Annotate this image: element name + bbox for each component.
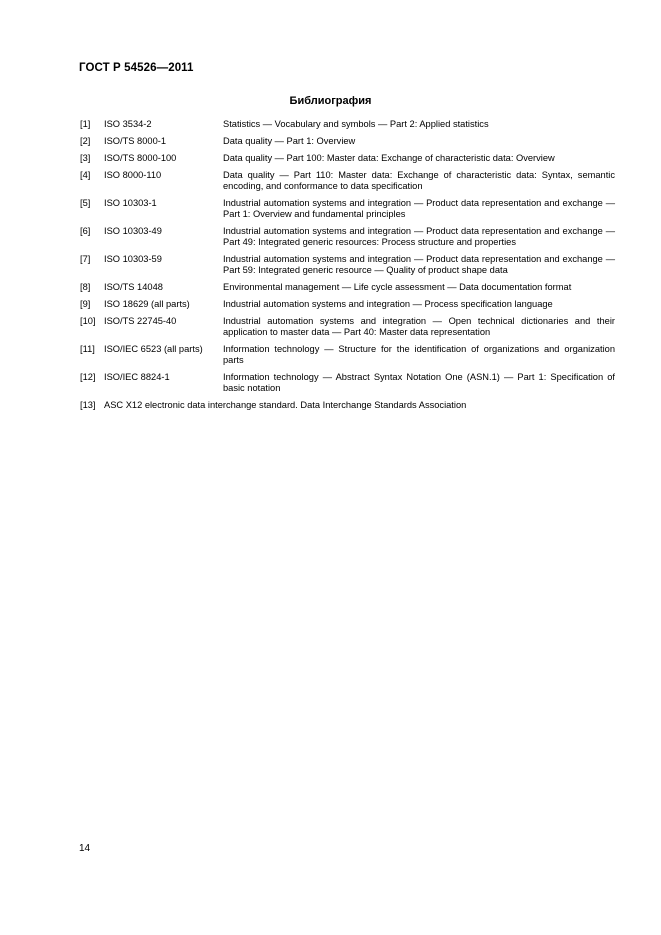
entry-title: Environmental management — Life cycle assessment — Data documentation format	[223, 282, 572, 292]
entry-number: [2]	[80, 136, 91, 146]
bibliography-entry-2	[80, 136, 615, 147]
entry-title: Information technology — Structure for the identification of organizations and organization parts	[223, 344, 615, 365]
bibliography-entry-7	[80, 254, 615, 276]
entry-title: Data quality — Part 110: Master data: Exchange of characteristic data: Syntax, semantic encoding, and conformance to data specification	[223, 170, 615, 191]
entry-standard-code: ISO/IEC 8824-1	[104, 372, 170, 382]
entry-number: [8]	[80, 282, 91, 292]
entry-number: [13]	[80, 400, 96, 410]
entry-standard-code: ISO 8000-110	[104, 170, 162, 180]
bibliography-entry-10	[80, 316, 615, 338]
bibliography-entry-8	[80, 282, 615, 293]
entry-number: [6]	[80, 226, 91, 236]
entry-number: [10]	[80, 316, 96, 326]
entry-standard-code: ISO/TS 22745-40	[104, 316, 177, 326]
entry-number: [1]	[80, 119, 91, 129]
bibliography-list	[80, 119, 615, 417]
entry-number: [7]	[80, 254, 91, 264]
entry-title: Data quality — Part 1: Overview	[223, 136, 356, 146]
entry-number: [11]	[80, 344, 95, 354]
entry-title: Industrial automation systems and integration — Product data representation and exchange — Part 1: Overview and fundamental principles	[223, 198, 615, 219]
entry-standard-code: ISO/IEC 6523 (all parts)	[104, 344, 203, 354]
entry-standard-code: ISO 10303-59	[104, 254, 162, 264]
entry-title: Information technology — Abstract Syntax Notation One (ASN.1) — Part 1: Specification of basic notation	[223, 372, 615, 393]
entry-title: Industrial automation systems and integration — Open technical dictionaries and their application to master data — Part 40: Master data representation	[223, 316, 615, 337]
bibliography-entry-6	[80, 226, 615, 248]
bibliography-entry-12	[80, 372, 615, 394]
bibliography-heading: Библиография	[289, 95, 372, 107]
entry-standard-code: ISO/TS 8000-100	[104, 153, 177, 163]
entry-standard-code: ISO/TS 8000-1	[104, 136, 167, 146]
entry-number: [4]	[80, 170, 91, 180]
page-number: 14	[79, 843, 91, 854]
entry-number: [5]	[80, 198, 91, 208]
entry-title: Data quality — Part 100: Master data: Exchange of characteristic data: Overview	[223, 153, 555, 163]
bibliography-entry-4	[80, 170, 615, 192]
bibliography-entry-9	[80, 299, 615, 310]
entry-title: Statistics — Vocabulary and symbols — Part 2: Applied statistics	[223, 119, 489, 129]
entry-number: [3]	[80, 153, 91, 163]
entry-standard-code: ISO 18629 (all parts)	[104, 299, 190, 309]
entry-standard-code: ISO 10303-1	[104, 198, 157, 208]
bibliography-entry-1	[80, 119, 615, 130]
entry-number: [12]	[80, 372, 96, 382]
entry-standard-code: ISO/TS 14048	[104, 282, 163, 292]
bibliography-entry-3	[80, 153, 615, 164]
entry-standard-code: ISO 3534-2	[104, 119, 152, 129]
bibliography-entry-5	[80, 198, 615, 220]
entry-title: Industrial automation systems and integration — Product data representation and exchange — Part 59: Integrated generic resource — Quality of product shape data	[223, 254, 615, 275]
bibliography-entry-13	[80, 400, 615, 411]
entry-number: [9]	[80, 299, 91, 309]
entry-full-text: ASC X12 electronic data interchange standard. Data Interchange Standards Association	[104, 400, 467, 410]
entry-title: Industrial automation systems and integration — Product data representation and exchange — Part 49: Integrated generic resources: Process structure and properties	[223, 226, 615, 247]
entry-standard-code: ISO 10303-49	[104, 226, 162, 236]
document-code: ГОСТ Р 54526—2011	[79, 62, 194, 74]
bibliography-entry-11	[80, 344, 615, 366]
entry-title: Industrial automation systems and integration — Process specification language	[223, 299, 553, 309]
